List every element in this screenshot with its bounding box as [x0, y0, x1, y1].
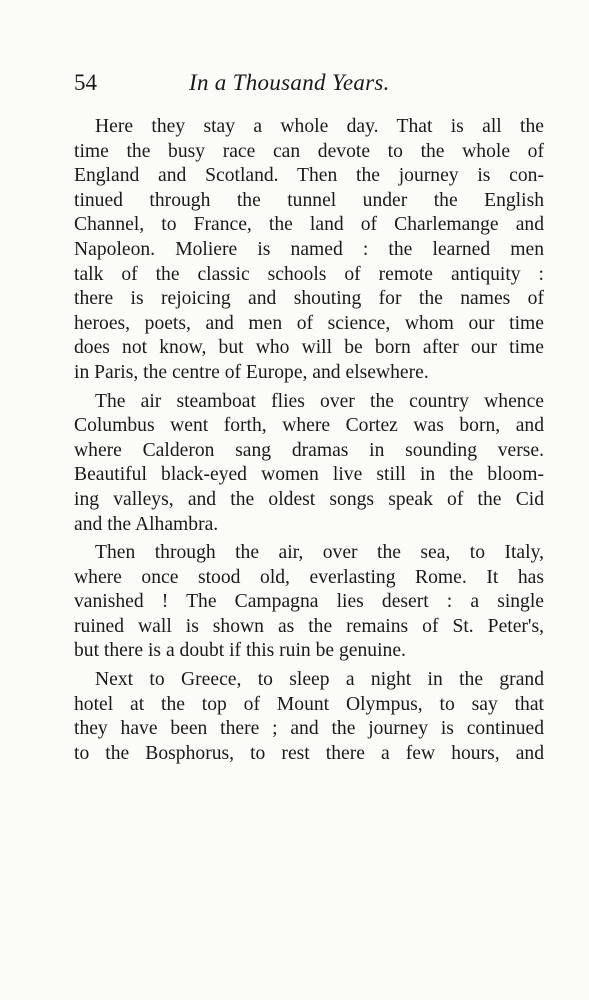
- text-line: tinued through the tunnel under the English: [74, 189, 544, 211]
- text-line: ing valleys, and the oldest songs speak of the Cid: [74, 488, 544, 510]
- text-line: heroes, poets, and men of science, whom our time: [74, 312, 544, 334]
- page-number: 54: [74, 70, 97, 95]
- text-line: where Calderon sang dramas in sounding verse.: [74, 439, 544, 461]
- text-line: where once stood old, everlasting Rome. It has: [74, 566, 544, 588]
- text-line: Beautiful black-eyed women live still in the bloom-: [74, 464, 544, 486]
- text-line: time the busy race can devote to the whole of: [74, 140, 544, 162]
- text-line: Columbus went forth, where Cortez was born, and: [74, 415, 544, 437]
- text-line: does not know, but who will be born after our time: [74, 337, 544, 359]
- text-line: and the Alhambra.: [74, 513, 219, 535]
- paragraph: [74, 390, 544, 538]
- text-line: to the Bosphorus, to rest there a few hours, and: [74, 742, 544, 764]
- text-line: but there is a doubt if this ruin be genuine.: [74, 640, 406, 662]
- paragraph: [74, 668, 544, 766]
- text-line: in Paris, the centre of Europe, and elsewhere.: [74, 361, 429, 383]
- running-title: In a Thousand Years.: [189, 70, 390, 95]
- page-header: [74, 66, 544, 100]
- text-line: England and Scotland. Then the journey is con-: [74, 165, 544, 187]
- text-line: ruined wall is shown as the remains of St. Peter's,: [74, 615, 544, 637]
- text-line: Then through the air, over the sea, to Italy,: [95, 542, 544, 564]
- text-line: talk of the classic schools of remote antiquity :: [74, 263, 544, 285]
- text-line: they have been there ; and the journey is continued: [74, 718, 544, 740]
- text-line: vanished ! The Campagna lies desert : a single: [74, 591, 544, 613]
- body-text: [74, 115, 544, 766]
- text-line: Next to Greece, to sleep a night in the grand: [95, 669, 544, 691]
- text-line: Napoleon. Moliere is named : the learned men: [74, 238, 544, 260]
- text-line: hotel at the top of Mount Olympus, to say that: [74, 693, 544, 715]
- text-line: there is rejoicing and shouting for the names of: [74, 288, 544, 310]
- text-line: The air steamboat flies over the country whence: [95, 390, 544, 412]
- paragraph: [74, 541, 544, 664]
- text-line: Here they stay a whole day. That is all the: [95, 116, 544, 137]
- paragraph: [74, 115, 544, 386]
- text-line: Channel, to France, the land of Charlemange and: [74, 214, 544, 236]
